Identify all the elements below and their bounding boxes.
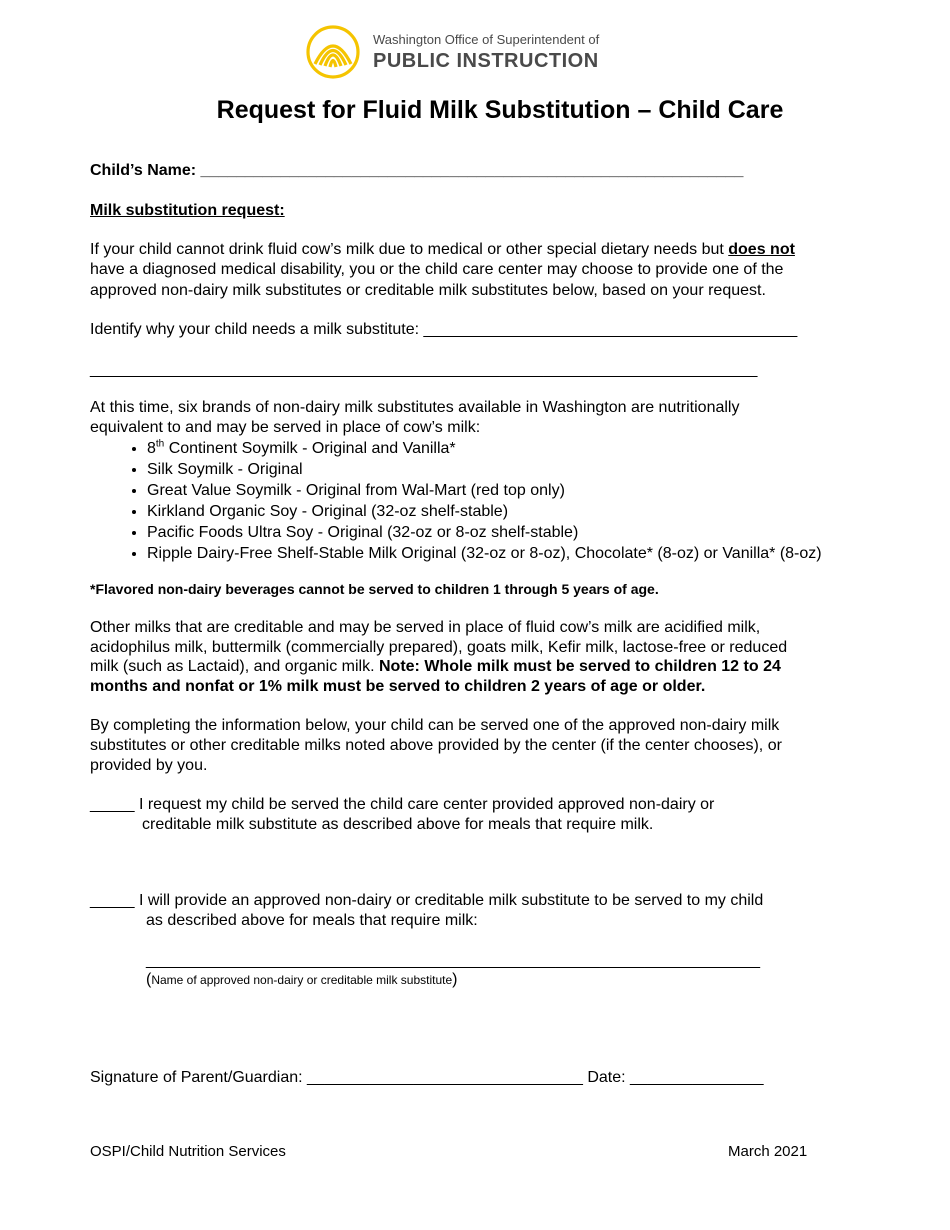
brand-item: • Pacific Foods Ultra Soy - Original (32-oz or 8-oz shelf-stable)	[147, 522, 822, 543]
does-not-emphasis: does not	[728, 241, 795, 258]
date-field[interactable]: _______________	[630, 1069, 764, 1086]
signature-row[interactable]	[90, 1068, 764, 1088]
completing-line-3: provided by you.	[90, 757, 208, 774]
brands-intro-line-2: equivalent to and may be served in place of cow’s milk:	[90, 419, 481, 436]
date-label: Date:	[582, 1069, 631, 1086]
signature-field[interactable]: _______________________________	[307, 1069, 583, 1086]
other-milks-line-1: Other milks that are creditable and may be served in place of fluid cow’s milk are acidified milk,	[90, 619, 761, 636]
flavored-note: *Flavored non-dairy beverages cannot be served to children 1 through 5 years of age.	[90, 581, 659, 597]
option-parent-provided[interactable]	[90, 891, 763, 911]
brand-list	[90, 438, 822, 564]
completing-line-1: By completing the information below, your child can be served one of the approved non-dairy milk	[90, 717, 780, 734]
other-milks-line-3	[90, 657, 781, 677]
child-name-field[interactable]: _____________________________________________________________	[200, 162, 744, 179]
option-center-text: I request my child be served the child care center provided approved non-dairy or	[138, 796, 715, 813]
intro-line-1	[90, 240, 795, 260]
brand-item: • Silk Soymilk - Original	[147, 459, 822, 480]
footer-org: OSPI/Child Nutrition Services	[90, 1143, 286, 1160]
reason-row[interactable]	[90, 320, 797, 340]
option-center-text-2: creditable milk substitute as described above for meals that require milk.	[142, 816, 654, 833]
substitute-name-caption: (Name of approved non-dairy or creditable milk substitute)	[146, 971, 458, 988]
substitute-name-field[interactable]: _____________________________________________________________________	[146, 952, 760, 969]
intro-line-2: have a diagnosed medical disability, you or the child care center may choose to provide one of the	[90, 261, 784, 278]
option-center-provided[interactable]	[90, 795, 714, 815]
section-heading: Milk substitution request:	[90, 202, 285, 219]
intro-text: If your child cannot drink fluid cow’s milk due to medical or other special dietary needs but	[90, 241, 729, 258]
brand-item: • Great Value Soymilk - Original from Wal-Mart (red top only)	[147, 480, 822, 501]
child-name-row[interactable]	[90, 161, 743, 181]
other-milks-text: milk (such as Lactaid), and organic milk.	[90, 658, 379, 675]
org-name-line1: Washington Office of Superintendent of	[373, 32, 600, 47]
ospi-logo	[305, 24, 625, 80]
option-parent-text: I will provide an approved non-dairy or creditable milk substitute to be served to my child	[138, 892, 764, 909]
page-title: Request for Fluid Milk Substitution – Child Care	[216, 96, 784, 124]
completing-line-2: substitutes or other creditable milks noted above provided by the center (if the center chooses), or	[90, 737, 782, 754]
reason-label: Identify why your child needs a milk substitute:	[90, 321, 424, 338]
reason-field-line-2[interactable]: ___________________________________________________________________________	[90, 361, 758, 378]
brands-intro-line-1: At this time, six brands of non-dairy milk substitutes available in Washington are nutritionally	[90, 399, 740, 416]
ospi-logo-icon	[305, 24, 361, 80]
child-name-label: Child’s Name:	[90, 162, 197, 179]
brand-item: • 8th Continent Soymilk - Original and Vanilla*	[147, 438, 822, 459]
other-milks-line-4: months and nonfat or 1% milk must be served to children 2 years of age or older.	[90, 678, 706, 695]
option-center-checkbox[interactable]: _____	[90, 796, 135, 813]
intro-line-3: approved non-dairy milk substitutes or creditable milk substitutes below, based on your request.	[90, 282, 766, 299]
org-name-line2: PUBLIC INSTRUCTION	[373, 50, 599, 72]
other-milks-line-2: acidophilus milk, buttermilk (commercially prepared), goats milk, Kefir milk, lactose-free or reduced	[90, 639, 788, 656]
footer-date: March 2021	[728, 1143, 808, 1160]
brand-item: • Kirkland Organic Soy - Original (32-oz shelf-stable)	[147, 501, 822, 522]
reason-field[interactable]: __________________________________________	[423, 321, 798, 338]
option-parent-text-2: as described above for meals that require milk:	[146, 912, 478, 929]
brand-item: • Ripple Dairy-Free Shelf-Stable Milk Original (32-oz or 8-oz), Chocolate* (8-oz) or Vanilla* (8-oz)	[147, 543, 822, 564]
option-parent-checkbox[interactable]: _____	[90, 892, 135, 909]
whole-milk-note: Note: Whole milk must be served to children 12 to 24	[379, 658, 781, 675]
signature-label: Signature of Parent/Guardian:	[90, 1069, 308, 1086]
